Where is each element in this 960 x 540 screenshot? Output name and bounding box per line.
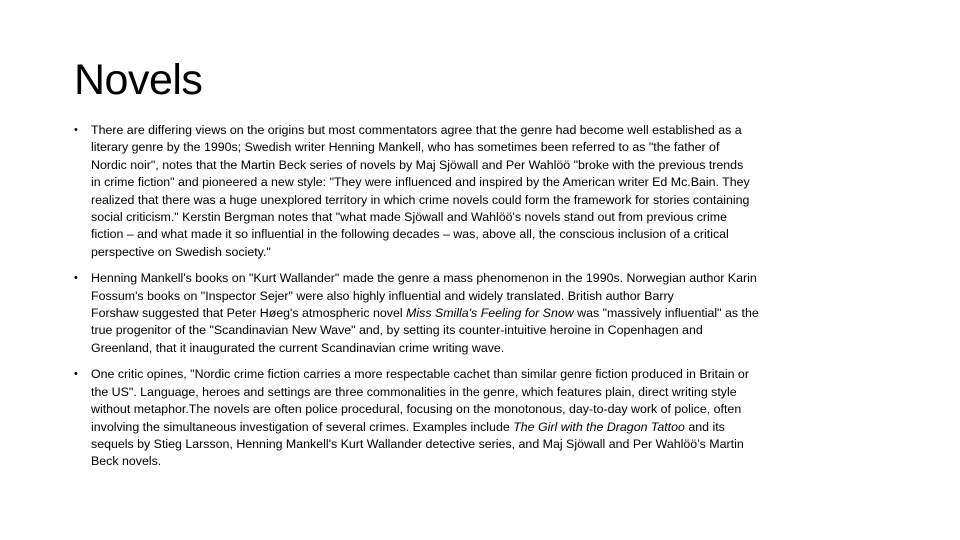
slide-title: Novels <box>74 56 203 104</box>
book-title-dragon-tattoo: The Girl with the Dragon Tattoo <box>513 419 685 434</box>
bullet-item-origins <box>74 122 894 261</box>
bullet-text: There are differing views on the origins but most commentators agree that the genre had become well established as a literary genre by the 1990s; Swedish writer Henning Mankell, who has sometimes been referred to as "the father of Nordic noir", notes that the Martin Beck series of novels by Maj Sjöwall and Per Wahlöö "broke with the previous trends in crime fiction" and pioneered a new style: "They were influenced and inspired by the American writer Ed Mc.Bain. They realized that there was a huge unexplored territory in which crime novels could form the framework for stories containing social criticism." Kerstin Bergman notes that "what made Sjöwall and Wahlöö's novels stand out from previous crime fiction – and what made it so influential in the following decades – was, above all, the conscious inclusion of a critical perspective on Swedish society." <box>91 123 750 259</box>
bullet-dot-icon: • <box>74 272 78 285</box>
bullet-text <box>91 367 749 468</box>
bullet-dot-icon: • <box>74 124 78 136</box>
bullet-text-part: Henning Mankell's books on "Kurt Wallander" made the genre a mass phenomenon in the 1990s. Norwegian author Karin Fossum's books on "Inspector Sejer" were also highly influential and widely translated. British author Barry Forshaw suggested that Peter Høeg's atmospheric novel <box>91 271 757 321</box>
book-title-miss-smilla: Miss Smilla's Feeling for Snow <box>406 306 574 321</box>
bullet-text-part: and its sequels by Stieg Larsson, Henning Mankell's Kurt Wallander detective series, and Maj Sjöwall and Per Wahlöö’s Martin Beck novels. <box>91 419 744 469</box>
bullet-item-critic <box>74 366 894 470</box>
bullet-list <box>74 122 894 480</box>
bullet-dot-icon: • <box>74 368 78 381</box>
bullet-text-part: One critic opines, "Nordic crime fiction carries a more respectable cachet than similar genre fiction produced in Britain or the US". Language, heroes and settings are three commonalities in the genre, which features plain, direct writing style without metaphor.The novels are often police procedural, focusing on the monotonous, day-to-day work of police, often involving the simultaneous investigation of several crimes. Examples include <box>91 367 749 434</box>
bullet-item-mankell <box>74 270 894 357</box>
bullet-text-part: was "massively influential" as the true progenitor of the "Scandinavian New Wave" and, by setting its counter-intuitive heroine in Copenhagen and Greenland, that it inaugurated the current Scandinavian crime writing wave. <box>91 306 759 355</box>
bullet-text <box>91 271 759 355</box>
